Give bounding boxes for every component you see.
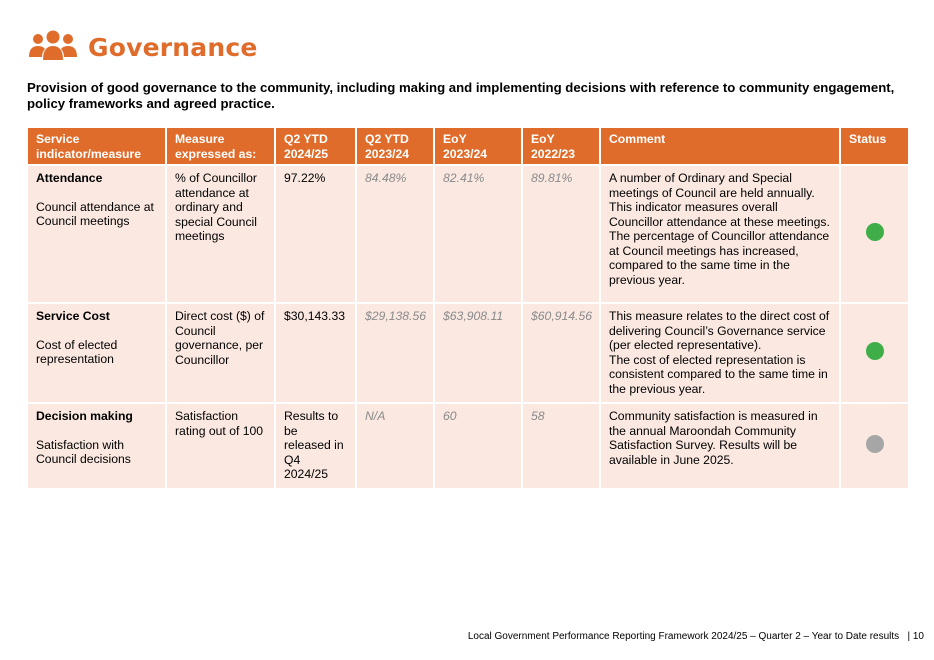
column-header: Q2 YTD 2023/24 [357,128,433,164]
indicator-table [26,126,910,490]
indicator-cell [28,304,165,402]
indicator-title: Attendance [36,171,103,185]
column-header: Comment [601,128,839,164]
value-cell: 97.22% [276,166,355,302]
status-cell [841,304,908,402]
value-cell: 58 [523,404,599,488]
column-header: EoY 2022/23 [523,128,599,164]
indicator-description: Cost of elected representation [36,337,118,366]
measure-cell: Satisfaction rating out of 100 [167,404,274,488]
status-indicator-dot [866,435,884,453]
value-cell: $30,143.33 [276,304,355,402]
comment-cell: A number of Ordinary and Special meetings of Council are held annually. This indicator measures overall Councillor attendance at these meetings. The percentage of Councillor attendance at Council meetings has increased, compared to the same time in the previous year. [601,166,839,302]
column-header: Measure expressed as: [167,128,274,164]
indicator-title: Decision making [36,409,133,423]
people-group-icon [28,30,78,64]
page-footer: Local Government Performance Reporting Framework 2024/25 – Quarter 2 – Year to Date results | 10 [467,631,924,642]
value-cell: 82.41% [435,166,521,302]
value-cell: 60 [435,404,521,488]
table-row [28,304,908,402]
indicator-description: Satisfaction with Council decisions [36,437,131,466]
value-cell: 89.81% [523,166,599,302]
comment-cell: This measure relates to the direct cost of delivering Council’s Governance service (per elected representative). The cost of elected representation is consistent compared to the same time in the previous year. [601,304,839,402]
table-header-row [28,128,908,164]
status-cell [841,404,908,488]
value-cell: N/A [357,404,433,488]
status-indicator-dot [866,342,884,360]
indicator-cell [28,404,165,488]
value-cell: $60,914.56 [523,304,599,402]
table-row [28,404,908,488]
status-cell [841,166,908,302]
indicator-title: Service Cost [36,309,110,323]
status-indicator-dot [866,223,884,241]
intro-text: Provision of good governance to the community, including making and implementing decisions with reference to community engagement, policy frameworks and agreed practice. [27,80,895,111]
value-cell: $29,138.56 [357,304,433,402]
column-header: Q2 YTD 2024/25 [276,128,355,164]
measure-cell: Direct cost ($) of Council governance, per Councillor [167,304,274,402]
indicator-cell [28,166,165,302]
table-row [28,166,908,302]
indicator-description: Council attendance at Council meetings [36,199,154,228]
value-cell: Results to be released in Q4 2024/25 [276,404,355,488]
value-cell: 84.48% [357,166,433,302]
page-title: Governance [88,32,258,62]
comment-cell: Community satisfaction is measured in the annual Maroondah Community Satisfaction Survey. Results will be available in June 2025. [601,404,839,488]
column-header: Service indicator/measure [28,128,165,164]
value-cell: $63,908.11 [435,304,521,402]
column-header: Status [841,128,908,164]
column-header: EoY 2023/24 [435,128,521,164]
measure-cell: % of Councillor attendance at ordinary and special Council meetings [167,166,274,302]
page-header [28,30,258,64]
